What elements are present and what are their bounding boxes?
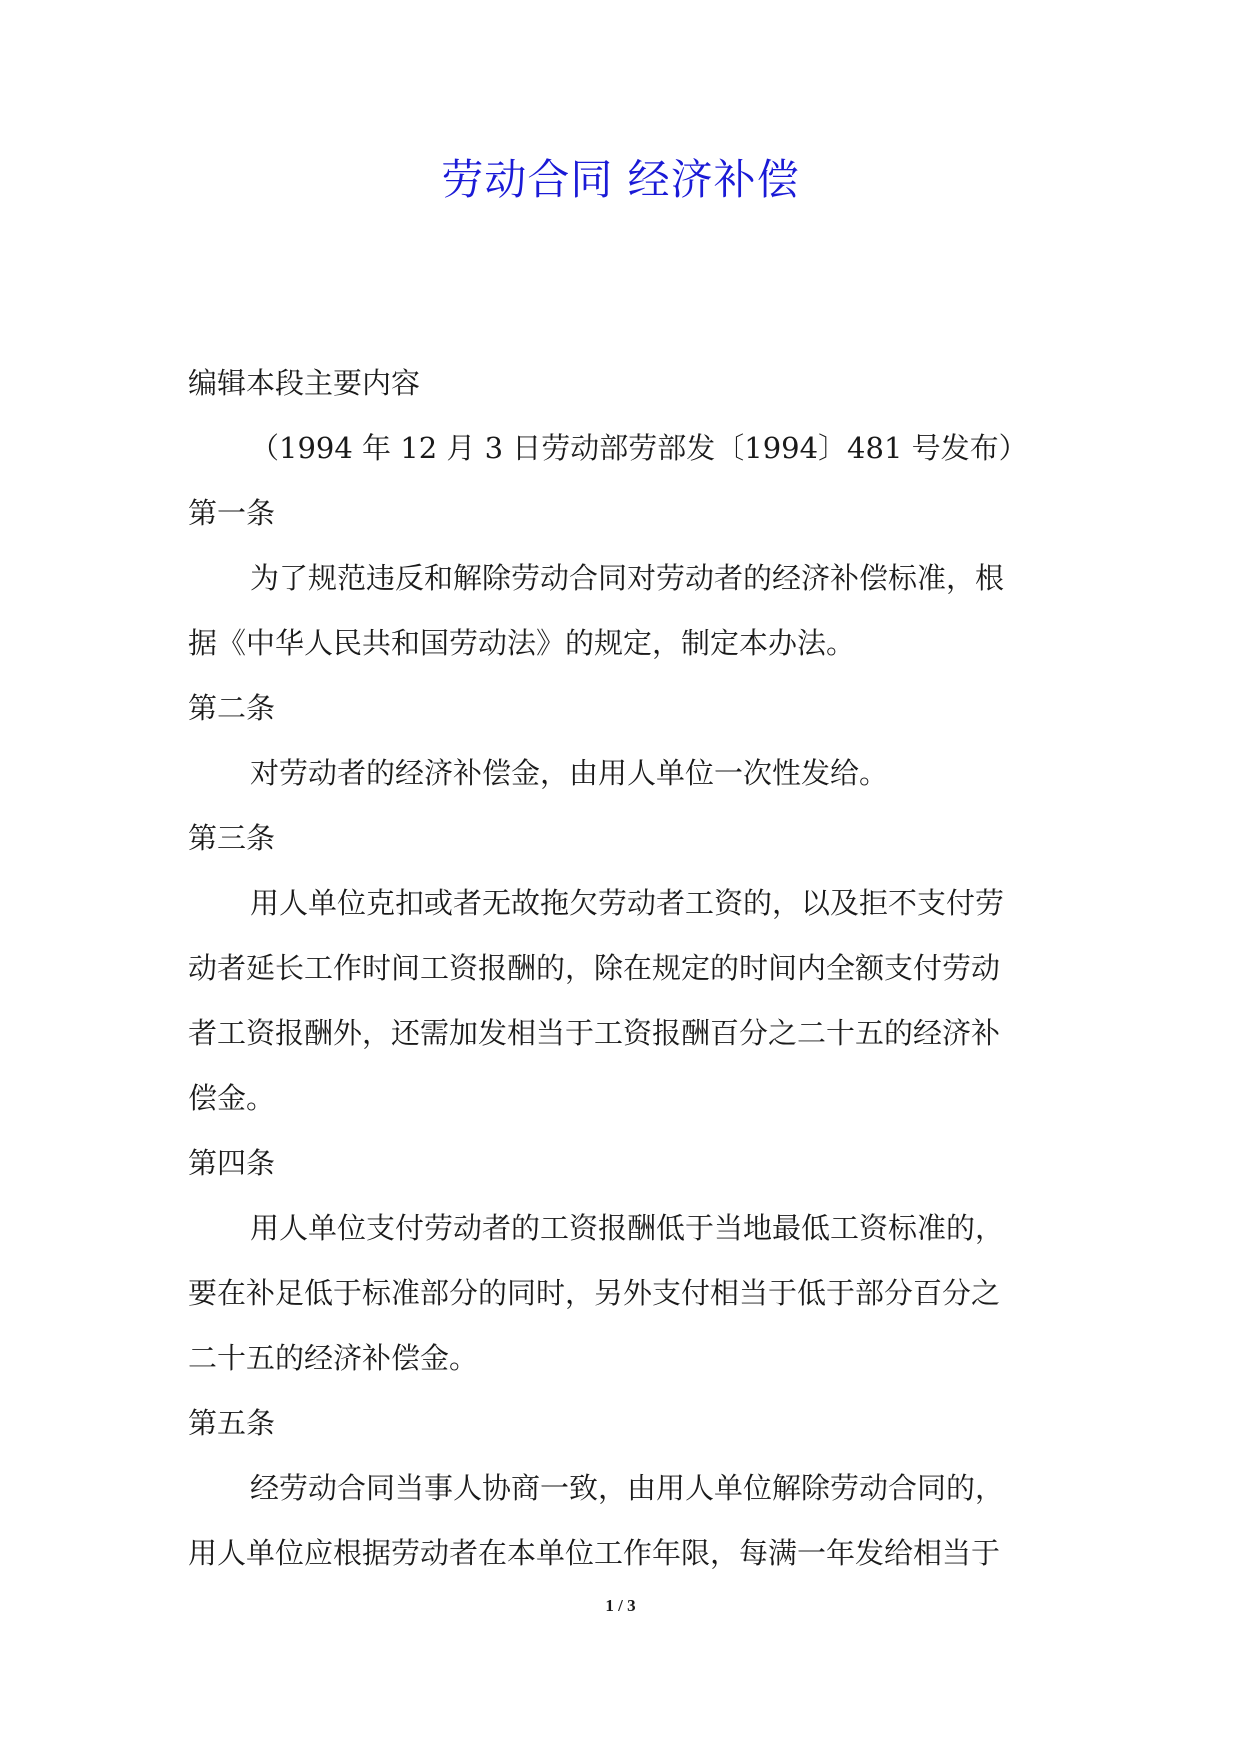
article-heading-3: 第三条 — [188, 821, 276, 855]
body-line: 据《中华人民共和国劳动法》的规定，制定本办法。 — [188, 626, 856, 660]
body-line: 为了规范违反和解除劳动合同对劳动者的经济补偿标准，根 — [250, 561, 1005, 595]
article-heading-5: 第五条 — [188, 1406, 276, 1440]
body-line: 二十五的经济补偿金。 — [188, 1341, 479, 1375]
body-line: 者工资报酬外，还需加发相当于工资报酬百分之二十五的经济补 — [188, 1016, 1001, 1050]
article-heading-1: 第一条 — [188, 496, 276, 530]
document-body — [188, 351, 1058, 1586]
document-title: 劳动合同 经济补偿 — [441, 155, 800, 204]
body-line: 用人单位支付劳动者的工资报酬低于当地最低工资标准的， — [250, 1211, 1005, 1245]
article-heading-4: 第四条 — [188, 1146, 276, 1180]
issuance-note: （1994 年 12 月 3 日劳动部劳部发〔1994〕481 号发布） — [250, 431, 1028, 465]
body-line: 对劳动者的经济补偿金，由用人单位一次性发给。 — [250, 756, 889, 790]
page-indicator: 1 / 3 — [605, 1596, 636, 1615]
body-line: 要在补足低于标准部分的同时，另外支付相当于低于部分百分之 — [188, 1276, 1001, 1310]
body-line: 偿金。 — [188, 1081, 276, 1115]
section-heading: 编辑本段主要内容 — [188, 366, 421, 400]
article-heading-2: 第二条 — [188, 691, 276, 725]
body-line: 动者延长工作时间工资报酬的，除在规定的时间内全额支付劳动 — [188, 951, 1001, 985]
body-line: 用人单位克扣或者无故拖欠劳动者工资的，以及拒不支付劳 — [250, 886, 1005, 920]
body-line: 经劳动合同当事人协商一致，由用人单位解除劳动合同的， — [250, 1471, 1005, 1505]
body-line: 用人单位应根据劳动者在本单位工作年限，每满一年发给相当于 — [188, 1536, 1001, 1570]
